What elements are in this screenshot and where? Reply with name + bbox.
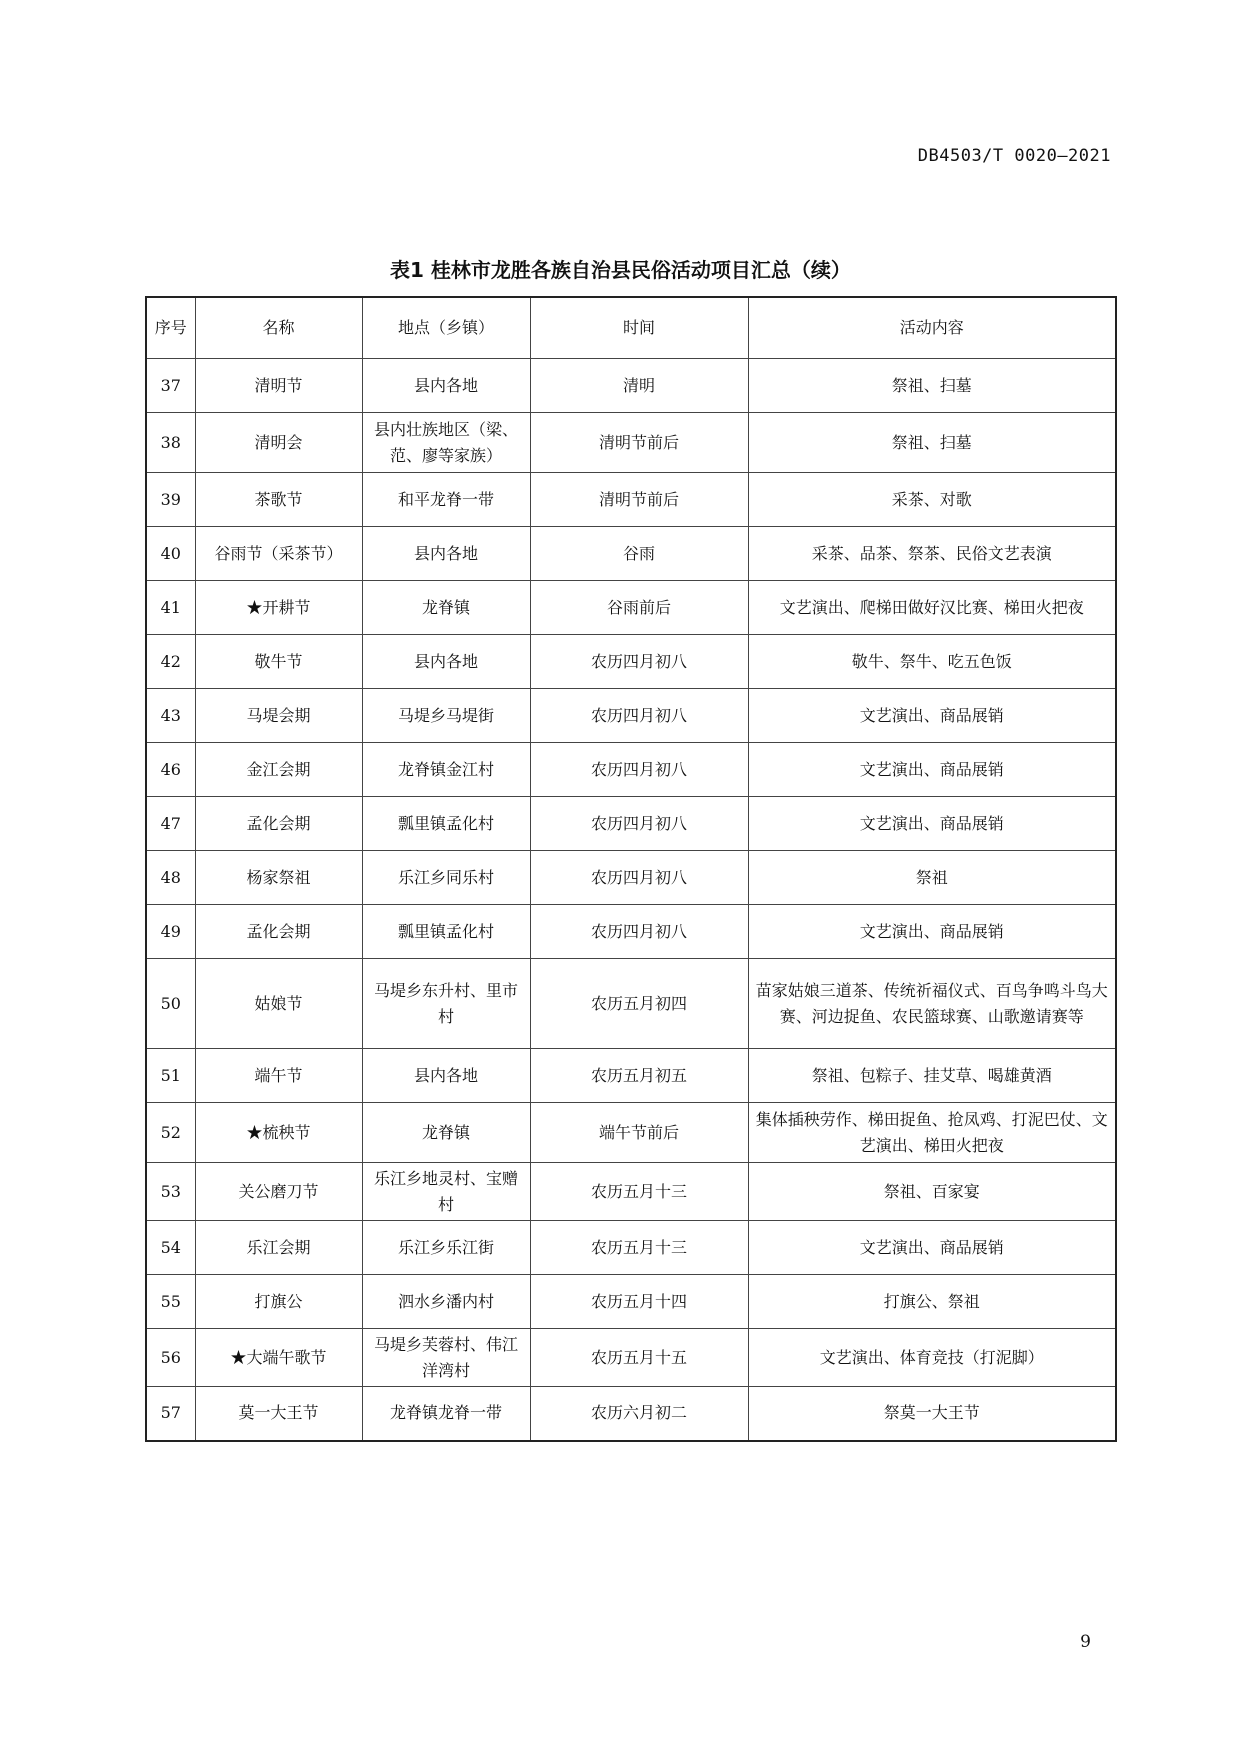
cell-seq: 40	[146, 527, 195, 581]
table-row	[146, 689, 1116, 743]
cell-time: 农历五月十四	[530, 1275, 748, 1329]
cell-place: 县内各地	[362, 635, 530, 689]
cell-activity: 文艺演出、商品展销	[748, 1221, 1116, 1275]
cell-seq: 51	[146, 1049, 195, 1103]
table-row	[146, 1387, 1116, 1441]
cell-seq: 57	[146, 1387, 195, 1441]
cell-time: 农历四月初八	[530, 689, 748, 743]
cell-activity: 祭祖、百家宴	[748, 1163, 1116, 1221]
cell-name: 关公磨刀节	[195, 1163, 362, 1221]
document-code: DB4503/T 0020—2021	[917, 146, 1111, 166]
cell-name: 孟化会期	[195, 797, 362, 851]
table-title: 表1 桂林市龙胜各族自治县民俗活动项目汇总（续）	[390, 258, 851, 282]
cell-place: 龙脊镇	[362, 1103, 530, 1163]
column-header-seq: 序号	[146, 297, 195, 359]
cell-place: 县内各地	[362, 527, 530, 581]
cell-time: 农历四月初八	[530, 905, 748, 959]
cell-time: 农历四月初八	[530, 635, 748, 689]
cell-seq: 47	[146, 797, 195, 851]
cell-name: 金江会期	[195, 743, 362, 797]
cell-activity: 苗家姑娘三道茶、传统祈福仪式、百鸟争鸣斗鸟大赛、河边捉鱼、农民篮球赛、山歌邀请赛等	[748, 959, 1116, 1049]
cell-time: 农历六月初二	[530, 1387, 748, 1441]
cell-activity: 集体插秧劳作、梯田捉鱼、抢凤鸡、打泥巴仗、文艺演出、梯田火把夜	[748, 1103, 1116, 1163]
cell-activity: 文艺演出、商品展销	[748, 797, 1116, 851]
cell-time: 谷雨	[530, 527, 748, 581]
cell-name: 打旗公	[195, 1275, 362, 1329]
table-header-row	[146, 297, 1116, 359]
cell-time: 农历五月初四	[530, 959, 748, 1049]
column-header-activity: 活动内容	[748, 297, 1116, 359]
cell-name: 莫一大王节	[195, 1387, 362, 1441]
cell-place: 和平龙脊一带	[362, 473, 530, 527]
cell-activity: 文艺演出、商品展销	[748, 743, 1116, 797]
cell-activity: 文艺演出、商品展销	[748, 905, 1116, 959]
table-row	[146, 1221, 1116, 1275]
column-header-place: 地点（乡镇）	[362, 297, 530, 359]
cell-activity: 采茶、品茶、祭茶、民俗文艺表演	[748, 527, 1116, 581]
cell-name: 杨家祭祖	[195, 851, 362, 905]
cell-place: 县内壮族地区（梁、范、廖等家族）	[362, 413, 530, 473]
cell-seq: 37	[146, 359, 195, 413]
cell-name: 乐江会期	[195, 1221, 362, 1275]
cell-time: 农历四月初八	[530, 797, 748, 851]
cell-seq: 53	[146, 1163, 195, 1221]
table-row	[146, 1275, 1116, 1329]
cell-place: 瓢里镇孟化村	[362, 905, 530, 959]
cell-name: 茶歌节	[195, 473, 362, 527]
cell-activity: 祭莫一大王节	[748, 1387, 1116, 1441]
cell-seq: 38	[146, 413, 195, 473]
cell-activity: 祭祖、扫墓	[748, 359, 1116, 413]
cell-seq: 56	[146, 1329, 195, 1387]
cell-time: 农历五月十三	[530, 1221, 748, 1275]
table-row	[146, 527, 1116, 581]
table-body	[146, 359, 1116, 1441]
table-row	[146, 473, 1116, 527]
table-row	[146, 959, 1116, 1049]
table-row	[146, 635, 1116, 689]
table-row	[146, 359, 1116, 413]
cell-place: 乐江乡乐江街	[362, 1221, 530, 1275]
cell-place: 马堤乡芙蓉村、伟江洋湾村	[362, 1329, 530, 1387]
cell-time: 农历五月十三	[530, 1163, 748, 1221]
table-row	[146, 797, 1116, 851]
table-row	[146, 581, 1116, 635]
cell-place: 泗水乡潘内村	[362, 1275, 530, 1329]
table-row	[146, 851, 1116, 905]
cell-name: ★开耕节	[195, 581, 362, 635]
cell-time: 农历四月初八	[530, 851, 748, 905]
cell-name: 端午节	[195, 1049, 362, 1103]
cell-name: ★梳秧节	[195, 1103, 362, 1163]
table-row	[146, 1103, 1116, 1163]
folk-activities-table	[145, 296, 1117, 1442]
cell-seq: 41	[146, 581, 195, 635]
cell-time: 清明	[530, 359, 748, 413]
cell-activity: 打旗公、祭祖	[748, 1275, 1116, 1329]
cell-place: 县内各地	[362, 1049, 530, 1103]
column-header-time: 时间	[530, 297, 748, 359]
cell-name: 马堤会期	[195, 689, 362, 743]
cell-time: 清明节前后	[530, 473, 748, 527]
table-row	[146, 743, 1116, 797]
cell-time: 端午节前后	[530, 1103, 748, 1163]
cell-name: 清明会	[195, 413, 362, 473]
cell-place: 乐江乡地灵村、宝赠村	[362, 1163, 530, 1221]
cell-name: 姑娘节	[195, 959, 362, 1049]
column-header-name: 名称	[195, 297, 362, 359]
cell-seq: 48	[146, 851, 195, 905]
cell-time: 农历五月十五	[530, 1329, 748, 1387]
table-row	[146, 1329, 1116, 1387]
cell-place: 龙脊镇	[362, 581, 530, 635]
cell-activity: 文艺演出、体育竞技（打泥脚）	[748, 1329, 1116, 1387]
cell-activity: 祭祖	[748, 851, 1116, 905]
cell-name: ★大端午歌节	[195, 1329, 362, 1387]
cell-name: 孟化会期	[195, 905, 362, 959]
cell-seq: 46	[146, 743, 195, 797]
cell-place: 龙脊镇金江村	[362, 743, 530, 797]
cell-time: 农历四月初八	[530, 743, 748, 797]
cell-time: 谷雨前后	[530, 581, 748, 635]
cell-seq: 43	[146, 689, 195, 743]
cell-seq: 52	[146, 1103, 195, 1163]
page-number: 9	[1080, 1632, 1091, 1652]
cell-place: 马堤乡马堤街	[362, 689, 530, 743]
cell-time: 农历五月初五	[530, 1049, 748, 1103]
cell-seq: 50	[146, 959, 195, 1049]
cell-activity: 采茶、对歌	[748, 473, 1116, 527]
cell-activity: 祭祖、扫墓	[748, 413, 1116, 473]
cell-place: 马堤乡东升村、里市村	[362, 959, 530, 1049]
cell-place: 县内各地	[362, 359, 530, 413]
table-row	[146, 413, 1116, 473]
cell-activity: 敬牛、祭牛、吃五色饭	[748, 635, 1116, 689]
cell-activity: 文艺演出、爬梯田做好汉比赛、梯田火把夜	[748, 581, 1116, 635]
cell-seq: 54	[146, 1221, 195, 1275]
cell-name: 谷雨节（采茶节）	[195, 527, 362, 581]
cell-place: 瓢里镇孟化村	[362, 797, 530, 851]
cell-seq: 39	[146, 473, 195, 527]
cell-seq: 42	[146, 635, 195, 689]
cell-seq: 49	[146, 905, 195, 959]
cell-place: 龙脊镇龙脊一带	[362, 1387, 530, 1441]
table-row	[146, 1049, 1116, 1103]
cell-seq: 55	[146, 1275, 195, 1329]
cell-activity: 祭祖、包粽子、挂艾草、喝雄黄酒	[748, 1049, 1116, 1103]
table-row	[146, 905, 1116, 959]
table-row	[146, 1163, 1116, 1221]
cell-name: 清明节	[195, 359, 362, 413]
cell-activity: 文艺演出、商品展销	[748, 689, 1116, 743]
cell-name: 敬牛节	[195, 635, 362, 689]
cell-place: 乐江乡同乐村	[362, 851, 530, 905]
cell-time: 清明节前后	[530, 413, 748, 473]
